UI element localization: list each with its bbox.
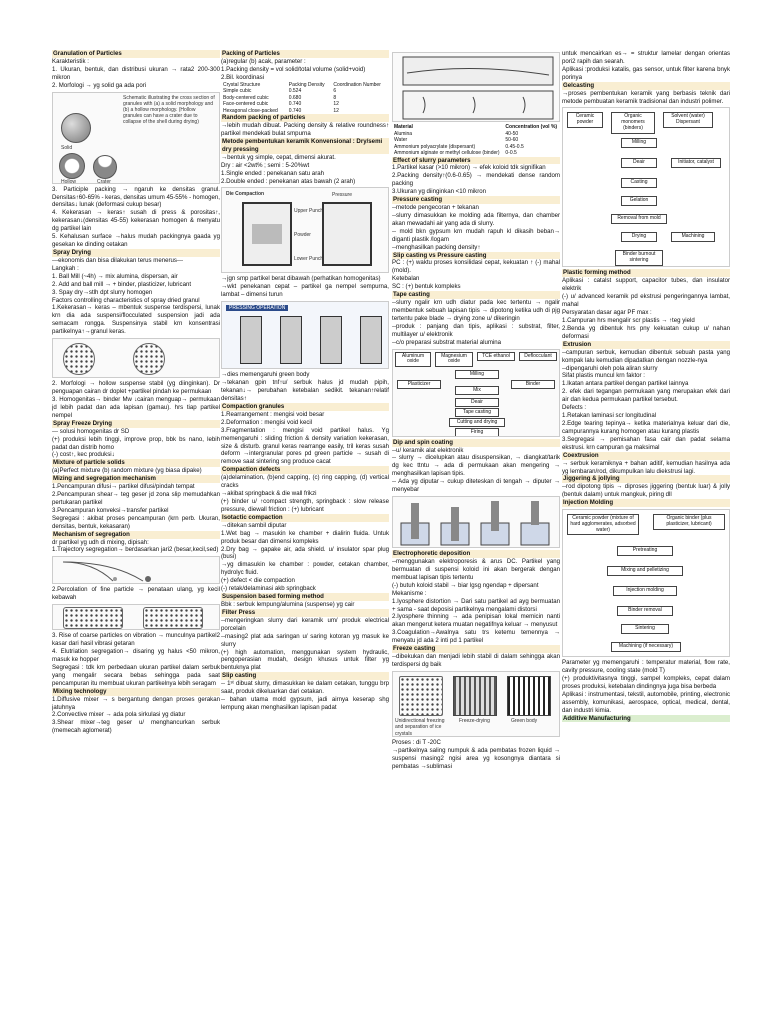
label-solid: Solid (61, 144, 73, 151)
heading-dry-pressing: Metode pembentukan keramik Konvensional : Dry/semi dry pressing (221, 138, 389, 154)
text-mixture: (a)Perfect mixture (b) random mixture (yg biasa dipake) (52, 467, 202, 475)
solid-granule (61, 113, 91, 143)
table-row: Water 50-60 (394, 137, 519, 143)
text-injection-params: Parameter yg memengaruhi : temperatur material, flow rate, cavity pressure, cooling state (mold T) (+) produktivitasnya tinggi, sampel kompleks, cepat dalam proses produksi, ketebalan dindingnya juga bisa berbeda Aplikasi : instrumentasi, tekstil, automobile, printing, electronic assembly, komunikasi, aerospace, optical, medical, dental, dan industri kimia. (562, 659, 730, 714)
sphere-a (63, 343, 95, 375)
text-dies: →dies memengaruhi green body →tekanan gpin tnf↑u/ serbuk halus jd mudah pipih, tekanan↓→ perubahan ketebalan sedikit. tekanan↑relatif densitas↑ (221, 371, 389, 403)
heading-random-packing: Random packing of particles (221, 114, 389, 122)
heading-mixing-tech: Mixing technology (52, 688, 220, 696)
table-row: Ammonium alginate or methyl cellulose (binder) 0-0.5 (394, 150, 517, 156)
trajectory-diagram (53, 557, 220, 584)
heading-segregation: Mechanism of segregation (52, 531, 220, 539)
freeze-step-2 (453, 676, 497, 716)
freeze-step-1 (399, 676, 443, 716)
table-row: Ammonium polyacrylate (dispersant) 0.45-0.5 (394, 143, 524, 150)
text-mixing-tech: 1.Diffusive mixer → s bergantung dengan proses gerakan jatuhnya 2.Convective mixer → ada pola sirkulasi yg diatur 3.Shear mixer→teg geser u/ menghancurkan serbuk (memecah aglomerat) (52, 695, 220, 735)
heading-filter-press: Filter Press (221, 609, 389, 617)
heading-dip-spin: Dip and spin coating (392, 439, 560, 447)
figure-dip-coating (392, 496, 560, 548)
text-spray-freeze: --- solusi homogenitas dr SD (+) produksi lebih tinggi, improve prop, bbk bs nano, lebih padat dan distrib homo (-) cost↑, kec produksi↓ (52, 427, 220, 459)
text-compaction-defects: (a)delamination, (b)end capping, (c) ring capping, (d) vertical cracks →akibat springback & die wall frikzi (+) binder u/ ↑compact strength, springback : slow release pressure, diewall friction : (+) lubricant (221, 474, 389, 513)
text-compaction-granules: 1.Rearrangement : mengisi void besar 2.Deformation : mengisi void kecil 3.Fragmentation : mengisi void partikel halus. Yg memengaruhi : sliding friction & density variation kekerasan, size & disturb. granul keras rearrange easily, tril keras susah deform →intergranular pores pd green particle → susah di remove saat sintering sng produce cacat (221, 410, 389, 466)
table-row: Body-centered cubic 0.680 8 (223, 94, 337, 101)
label-hollow: Hollow (61, 178, 77, 184)
text-slip-casting: -- 1ˢᵗ dibuat slurry, dimasukkan ke dalam cetakan, tunggu brp saat, produk dikeluarkan dari cetakan. -- bahan utama mold gypsum, jadi airnya keserap shg lempung akan menghasilkan lapisan padat (221, 680, 389, 711)
table-row: Simple cubic 0.524 6 (223, 88, 337, 95)
freeze-step-3 (507, 676, 551, 716)
text-freeze-casting: --dibekukan dan menjadi lebih stabil di dalam sehingga akan terdispersi dg baik (392, 653, 560, 668)
text-morfologi: 2. Morfologi → hollow suspense stabil (yg diinginkan). Dr penguapan cairan dr doplet +partikel pindah ke permukaan 3. Homogenitas→ binder Mw ↓cairan menguap→ permukaan jd lebih padat dan ada lapisan (gamau). hrs tiap partikel nempel (52, 380, 220, 419)
figure-percolation (52, 604, 220, 630)
th-density: Packing Density (288, 81, 325, 88)
text-mixing-mechanism: 1.Pencampuran difusi→ partikel difusi/pindah tempat 2.Pencampuran shear→ teg geser jd zona slip memudahkan pertukaran partikel 3.Pencampuran konveksi→transfer partikel Segregasi : akibat proses pencampuran (krn perb. Ukuran, densitas, bentuk, kekasaran) (52, 483, 220, 530)
heading-extrusion: Extrusion (562, 341, 730, 349)
heading-suspension: Suspension based forming method (221, 593, 389, 601)
text-homogenitas: →jgn smp partikel berat dibawah (perhatikan homogenitas) →wkt penekanan cepat – partikel ga nempel sempurna, lambat – dimensi turun (221, 275, 389, 299)
text-jiggering: --rod dipotong tipis → diproses jiggering (bentuk luar) & jolly (bentuk dalam) untuk mangkuk, piring dll (562, 483, 730, 499)
text-gelcasting: →proses pembentukan keramik yang berbasis teknik dari metode pembuatan keramik tradisional dan industri polimer. (562, 89, 730, 105)
heading-granulation: Granulation of Particles (52, 50, 220, 58)
heading-freeze-casting: Freeze casting (392, 645, 560, 653)
press-step-1 (240, 316, 262, 364)
heading-packing: Packing of Particles (221, 50, 389, 58)
heading-plastic-forming: Plastic forming method (562, 269, 730, 277)
figure-gelcasting-flow: Ceramic powder Organic monomers (binders) Solvent (water) Dispersant Milling Deair Initiator, catalyst Casting Gelation Removal from mold Drying Machining Binder burnout sintering (562, 107, 730, 267)
hollow-granule (59, 153, 85, 179)
text-rise-coarse: 3. Rise of coarse particles on vibration → munculnya partikel2 kasar dari hasil vibrasi getaran 4. Elutriation segregation→ disaring yg halus <50 mikron, masuk ke hopper Segregasi : tdk krn perbedaan ukuran partikel dalam serbuk yang mengalir secara bebas sehingga pada saat pencampuran itu membuat ukuran partikelnya lebih seragam (52, 632, 220, 687)
die-body-2 (322, 202, 372, 266)
text-electrophoretic: --menggunakan elektroporesis & arus DC. Partikel yang bermuatan di suspensi koloid ini akan bergerak dengan membuat lapisan tipis tertentu (-) butuh koloid stabil → biar lgsg ngendap + dipersant Mekanisme : 1.Iyosphere distortion → Dari satu partikel ad ayg bermuatan + sama - saat deposisi partikelnya mengalami distorsi 2.Iyosphere thinning → ada penipisan lokal memicin nanti akan mengerut ketera muatan negatifnya keluar → menyusut 3.Coagulation→Awalnya satu trs ketemu temennya → menyatu jd ada 2 inti pd 1 partikel (392, 558, 560, 645)
text-percolation: 2.Percolation of fine particle → penataan ulang, yg kecil kebawah (52, 586, 220, 602)
press-step-4 (360, 316, 382, 364)
heading-mixture: Mixture of particle solids (52, 459, 220, 467)
text-packing-props: 3. Participle packing → ngaruh ke densitas granul. Densitas↑60-65% - keras, densitas umum 45-55% - homogen, densitas↓ lunak (deformasi cukup besar) 4. Kekerasan → keras↑ susah di press & porositas↑, kekerasan↓(densitas 45-55) kekerasan homogen & menyatu dg partikel lain 5. Kehalusan surface →halus mudah packingnya gaada yg gesekan ke dinding cetakan (52, 185, 220, 249)
figure-trajectory (52, 556, 220, 584)
column-1 (52, 50, 220, 982)
text-spray-drying: ---ekonomis dan bisa dilakukan terus menerus--- Langkah : 1. Ball Mill (~4h) → mix alumina, dispersan, air 2. Add and ball mill → + binder, plasticizer, lubricant 3. Spay dry→stlh dpt slurry homogen Factors controlling characteristics of spray dried granul 1.Kekerasan→ keras – mbentuk suspense terdispersi, lunak krn dia ada suspensi/flocculated suspension jadi ada semacam rongga. Suspensinya stabil krn konsentrasi partikelnya↑→granul keras. (52, 256, 220, 336)
text-packing: (a)regular (b) acak, parameter : 1.Packing density = vol solid/total volume (solid+void) 2.Bil. koordinasi (221, 57, 366, 81)
column-4 (562, 50, 730, 920)
text-random-packing: →lebih mudah dibuat. Packing density & relative roundness↑ partikel mendekati bulat smpurna (221, 122, 389, 138)
dip-diagram (393, 497, 560, 548)
table-row: Hexagonal close-packed 0.740 12 (223, 107, 339, 114)
text-dip-spin: --u/ keramik alat elektronik -- slurry → dicelupkan atau disuspensikan, → diangkat/tarik dg kec ttntu → ada di permukaan akan mengering → menghasilkan lapisan tipis. -- Ada yg diputar→ cukup diteteskan di tengah → diputer → menyebar (392, 446, 560, 494)
text-slurry-params: 1.Partikel kasar (>10 mikron) → efek koloid tdk signifikan 2.Packing density↑(0.6-0.65) → mendekati dense random packing 3.Ukuran yg diinginkan <10 mikron (392, 164, 560, 196)
figure-tape-flow: Aluminum oxide Magnesium oxide TCE ethanol Deflocculant Milling Plasticizer Binder Mix Deair Tape casting Cutting and drying Firing (392, 349, 560, 437)
press-step-3 (320, 316, 342, 364)
heading-slip-vs-pressure: Slip casting vs Pressure casting (392, 252, 560, 260)
figure-spheres (52, 338, 220, 378)
heading-slurry-params: Effect of slurry parameters (392, 157, 560, 165)
text-granulation: Karakteristik : 1. Ukuran, bentuk, dan distribusi ukuran → rata2 200-300 mikron 2. Morfologi → yg solid ga ada pori (52, 57, 220, 89)
heading-isotactic: Isotactic compaction (221, 514, 389, 522)
heading-tape-casting: Tape casting (392, 291, 560, 299)
crater-granule (93, 155, 117, 179)
text-plastic-forming: Aplikasi : catalst support, capacitor tubes, dan insulator elektrik (-) u/ advanced keramik pd ekstrusi pengeringannya lambat, mahal Persyaratan dasar agar PF max : 1.Campuran hrs mengalir scr plastis → ↑teg yield 2.Benda yg dibentuk hrs pny kekuatan cukup u/ nahan deformasi (562, 277, 730, 340)
th-coordination: Coordination Number (333, 81, 381, 88)
text-suspension: Bbk : serbuk lempung/alumina (suspense) yg cair (221, 600, 355, 608)
column-3 (392, 50, 560, 980)
figure-granules (52, 92, 220, 184)
die-caption: Die Compaction (226, 191, 265, 198)
tape-diagram (393, 53, 560, 122)
figure-pressing-operation: PRESSING OPERATION (221, 301, 389, 369)
label-crater: Crater (97, 178, 111, 184)
table-row: Alumina 40-50 (394, 130, 519, 137)
heading-compaction-defects: Compaction defects (221, 466, 389, 474)
press-step-2 (280, 316, 302, 364)
text-dry-pressing: →bentuk yg simple, cepat, dimensi akurat. Dry : air <2wt% ; semi : 5-20%wt 1.Single ended : penekanan satu arah 2.Double ended : penekanan atas bawah (2 arah) (221, 153, 356, 185)
heading-additive-manufacturing: Additive Manufacturing (562, 715, 730, 723)
figure-freeze: Unidirectional freezing and separation of ice crystals Freeze-drying Green body (392, 671, 560, 737)
percolation-box-a (63, 607, 123, 629)
text-freeze-app: untuk mencairkan es→ = struktur lamelar dengan orientas pori2 rapih dan searah. Aplikasi :produksi katalis, gas sensor, untuk filter karena bnyk porinya (562, 50, 730, 81)
text-tape-casting: --slurry ngalir krn udh diatur pada kec tertentu → ngalir membentuk sebuah lapisan tipis → dipotong ketika udh di pjg tertentu pake blade → drying zone u/ dikeringin --produk : panjang dan tipis, aplikasi : substrat, filter, multilayer u/ elektronik --c/o preparasi substrat material alumina (392, 299, 560, 346)
heading-injection-molding: Injection Molding (562, 499, 730, 507)
text-pressure-casting: --metode pengecoran + tekanan --slurry dimasukkan ke molding ada filternya, dan chamber akan mewadahi air yang ada di slurry. -- mold bkn gypsum krn mudah rapuh kl dikasih beban→ diganti plastik /logam --menghasilkan packing density↑ (392, 204, 560, 251)
heading-electrophoretic: Electrophoretic deposition (392, 550, 560, 558)
figure-caption: Schematic illustrating the cross section of granules with (a) a solid morphology and (b) a hollow morphology. (Hollow granules can have a crater due to collapse of the shell during drying) (123, 94, 215, 125)
heading-coextrusion: Coextrusion (562, 452, 730, 460)
percolation-box-b (143, 607, 203, 629)
table-row: Face-centered cubic 0.740 12 (223, 101, 339, 108)
text-extrusion: --campuran serbuk, kemudian dibentuk sebuah pasta yang kompak lalu kemudian dipadatkan dengan nozzle-nya --dipengaruhi oleh pola aliran slurry Sifat plastis muncul krn faktor : 1.Ikatan antara partikel dengan partikel lainnya 2. efek dari tegangan permukaan yang merupakan efek dari air dan kedua permukaan partikel tersebut. Defects : 1.Retakan laminasi scr longitudinal 2.Edge tearing tepinya→ ketika materialnya keluar dari die, campurannya kurang homogen atau kurang plastis 3.Segregasi → pemisahan fasa cair dan padat selama ekstrusi. krn campuran ga maksimal (562, 348, 730, 451)
text-filter-press: --mengeringkan slurry dari keramik um/ produk electrical porcelain --masing2 plat ada saringan u/ saring kotoran yg masuk ke slurry (+) high automation, menggunakan system hydraulic, pengoperasian mudah, design khusus untuk filter yg bentuknya plat (221, 616, 389, 672)
powder-fill (252, 224, 282, 244)
th-structure: Crystal Structure (223, 81, 261, 88)
heading-gelcasting: Gelcasting (562, 82, 730, 90)
text-slip-vs-pressure: PC : (+) waktu proses konsilidasi cepat, kekuatan ↑ (-) mahal (mold). Ketebalan SC : (+) bentuk kompleks (392, 259, 560, 291)
heading-pressure-casting: Pressure casting (392, 196, 560, 204)
heading-mixing-mechanism: Mizing and segregation mechanism (52, 475, 220, 483)
figure-injection-flow: Ceramic powder (mixture of hard agglomerates, adsorbed water) Organic binder (plus plasticizer, lubricant) Pretreating Mixing and pelletizing Injection molding Binder removal Sintering Machining (if necessary) (562, 509, 730, 657)
figure-die-compaction: Die Compaction Upper Punch Powder Lower Punch Pressure (221, 187, 389, 273)
heading-spray-drying: Spray Drying (52, 249, 220, 257)
heading-slip-casting: Slip casting (221, 672, 389, 680)
column-2 (221, 50, 389, 950)
sphere-b (133, 343, 165, 375)
text-freeze-process: Proses : di T -20C →partikelnya saling numpuk & ada pembatas frozen liquid → suspensi masing2 ngisi area yg kosongnya diantara si pembatas →sublimasi (392, 738, 560, 770)
text-segregation: dr partikel yg udh di mixing, dipisah: 1.Trajectory segregation→ berdasarkan jari2 (besar,kecil,sed) (52, 538, 219, 554)
text-isotactic: →ditekan sambil diputar 1.Wet bag → masukin ke chamber + dialirin fluida. Untuk produk besar dan dimensi kompleks 2.Dry bag → gapake air, ada shield. u/ insulator spar plug (busi) →yg dimasukin ke chamber : powder, cetakan chamber, hydrolyc fluid. (+) defect < die compaction (-) retak/delaminasi akb springback (221, 521, 389, 593)
packing-table (221, 82, 389, 115)
heading-spray-freeze: Spray Freeze Drying (52, 420, 220, 428)
heading-compaction-granules: Compaction granules (221, 403, 389, 411)
text-coextrusion: → serbuk keramiknya + bahan aditif, kemudian hasilnya ada yg lembaran/rod, dikumpulkan lalu diekstrusi lagi. (562, 459, 730, 475)
figure-tape-wires (392, 52, 560, 122)
slurry-table: Material Concentration (vol %) Alumina 40-50 Water 50-60 Ammonium polyacrylate (dispersant) 0.45-0.5 Ammonium alginate or methyl cellulose (binder) 0-0.5 (392, 124, 560, 157)
heading-jiggering: Jiggering & jollying (562, 475, 730, 483)
